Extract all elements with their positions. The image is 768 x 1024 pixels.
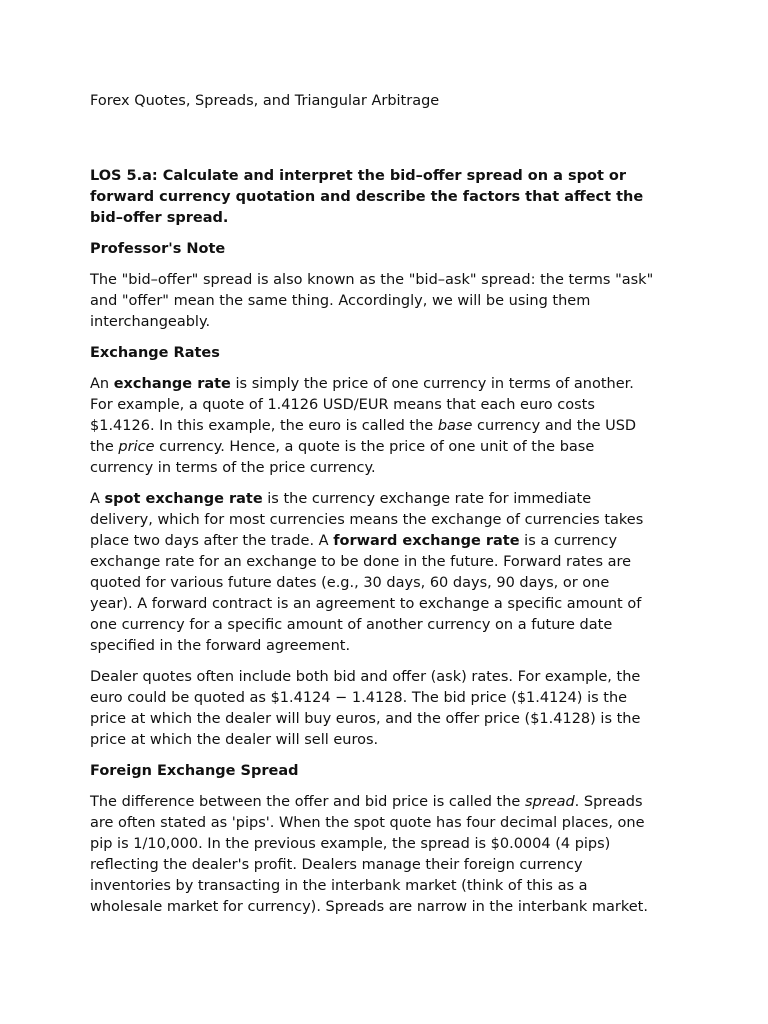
text-run: currency and the USD the <box>90 418 637 455</box>
fx-spread-paragraph <box>90 792 690 918</box>
text-run: An <box>90 376 114 392</box>
professors-note-text: The "bid–offer" spread is also known as the "bid–ask" spread: the terms "ask" and "offer" mean the same thing. Accordingly, we will be using them interchangeably. <box>90 272 654 330</box>
exchange-rate-definition-paragraph <box>90 374 690 479</box>
dealer-quotes-paragraph: Dealer quotes often include both bid and offer (ask) rates. For example, the euro could be quoted as $1.4124 − 1.4128. The bid price ($1.4124) is the price at which the dealer will buy euros, and the offer price ($1.4128) is the price at which the dealer will sell euros. <box>90 669 641 748</box>
document-title: Forex Quotes, Spreads, and Triangular Arbitrage <box>90 93 440 109</box>
fx-spread-heading: Foreign Exchange Spread <box>90 763 299 779</box>
text-run: is the currency exchange rate for immediate delivery, which for most currencies means the exchange of currencies takes place two days after the trade. A <box>90 491 644 549</box>
term-exchange-rate: exchange rate <box>113 376 231 392</box>
exchange-rates-heading: Exchange Rates <box>90 345 220 361</box>
spot-forward-paragraph <box>90 489 690 657</box>
text-run: is simply the price of one currency in terms of another. For example, a quote of 1.4126 USD/EUR means that each euro costs $1.4126. In this example, the euro is called the <box>90 376 634 434</box>
term-price: price <box>118 439 155 455</box>
term-forward-exchange-rate: forward exchange rate <box>333 533 520 549</box>
text-run: . Spreads are often stated as 'pips'. When the spot quote has four decimal places, one pip is 1/10,000. In the previous example, the spread is $0.0004 (4 pips) reflecting the dealer's profit. Dealers manage their foreign currency inventories by transacting in the interbank market (think of this as a wholesale market for currency). Spreads are narrow in the interbank market. <box>90 794 648 915</box>
text-run: A <box>90 491 105 507</box>
text-run: The difference between the offer and bid price is called the <box>90 794 525 810</box>
text-run: is a currency exchange rate for an exchange to be done in the future. Forward rates are quoted for various future dates (e.g., 30 days, 60 days, 90 days, or one year). A forward contract is an agreement to exchange a specific amount of one currency for a specific amount of another currency on a future date specified in the forward agreement. <box>90 533 642 654</box>
los-heading: LOS 5.a: Calculate and interpret the bid–offer spread on a spot or forward currency quotation and describe the factors that affect the bid–offer spread. <box>90 168 644 226</box>
document-body <box>90 166 690 928</box>
term-base: base <box>437 418 473 434</box>
term-spread: spread <box>524 794 575 810</box>
professors-note-heading: Professor's Note <box>90 241 226 257</box>
text-run: currency. Hence, a quote is the price of one unit of the base currency in terms of the price currency. <box>90 439 595 476</box>
term-spot-exchange-rate: spot exchange rate <box>104 491 263 507</box>
